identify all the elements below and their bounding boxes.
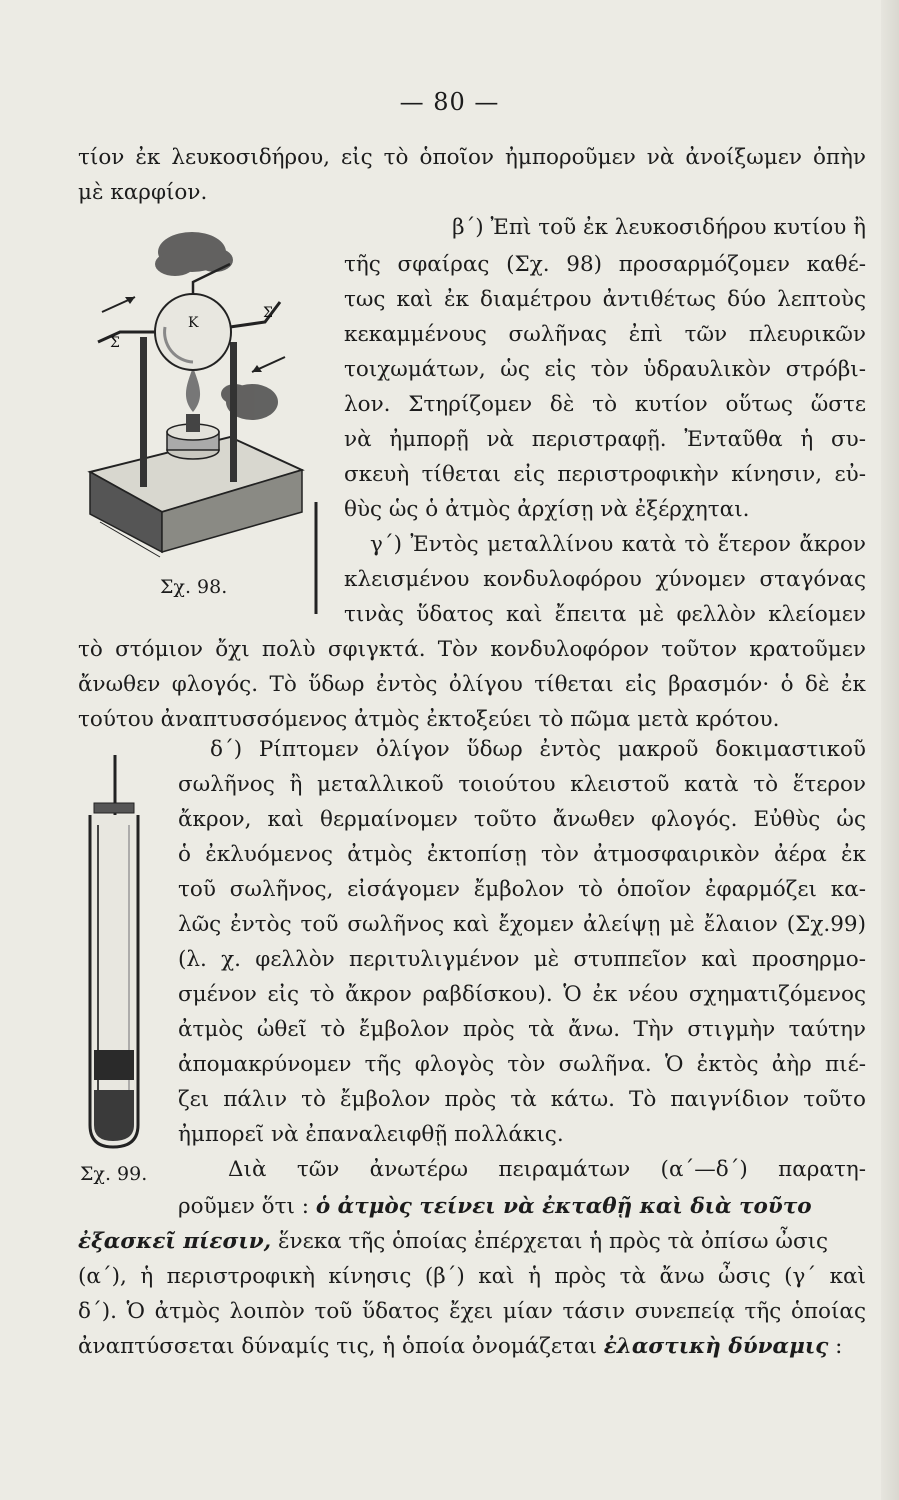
- text-line-7: τοιχωμάτων, ὡς εἰς τὸν ὑδραυλικὸν στρόβι-: [344, 357, 866, 382]
- text-line-26: ἀτμὸς ὠθεῖ τὸ ἔμβολον πρὸς τὰ ἄνω. Τὴν στιγμὴν ταύτην: [178, 1017, 866, 1042]
- figure-99-caption: Σχ. 99.: [80, 1163, 148, 1185]
- text-line-25: σμένον εἰς τὸ ἄκρον ραβδίσκου). Ὁ ἐκ νέου σχηματιζόμενος: [178, 982, 866, 1007]
- page-number: — 80 —: [399, 88, 500, 116]
- fig98-label-center: Κ: [188, 315, 199, 331]
- text-line-19: σωλῆνος ἢ μεταλλικοῦ τοιούτου κλειστοῦ κατὰ τὸ ἕτερον: [178, 772, 866, 797]
- text-line-31-emphasis: ὁ ἀτμὸς τείνει νὰ ἐκταθῇ καὶ διὰ τοῦτο: [315, 1194, 812, 1219]
- text-line-8: λον. Στηρίζομεν δὲ τὸ κυτίον οὕτως ὥστε: [344, 392, 866, 417]
- text-line-10: σκευὴ τίθεται εἰς περιστροφικὴν κίνησιν, εὐ-: [344, 462, 866, 487]
- text-line-31-a: ροῦμεν ὅτι :: [178, 1194, 316, 1219]
- text-line-15: τὸ στόμιον ὄχι πολὺ σφιγκτά. Τὸν κονδυλοφόρον τοῦτον κρατοῦμεν: [78, 637, 866, 662]
- text-line-31: [178, 1192, 812, 1222]
- text-line-4: τῆς σφαίρας (Σχ. 98) προσαρμόζομεν καθέ-: [344, 252, 866, 277]
- text-line-27: ἀπομακρύνομεν τῆς φλογὸς τὸν σωλῆνα. Ὁ ἐκτὸς ἀὴρ πιέ-: [178, 1052, 866, 1077]
- text-line-35: [78, 1332, 866, 1362]
- steam-sphere-apparatus-illustration: [80, 222, 330, 592]
- text-line-17: τούτου ἀναπτυσσόμενος ἀτμὸς ἐκτοξεύει τὸ πῶμα μετὰ κρότου.: [78, 707, 780, 732]
- text-line-6: κεκαμμένους σωλῆνας ἐπὶ τῶν πλευρικῶν: [344, 322, 866, 347]
- text-line-35-c: :: [828, 1334, 843, 1359]
- text-line-2: μὲ καρφίον.: [78, 180, 208, 205]
- figure-98-caption: Σχ. 98.: [160, 576, 228, 598]
- test-tube-piston-illustration: [82, 755, 152, 1150]
- page-edge: [881, 0, 899, 1500]
- text-line-5: τως καὶ ἐκ διαμέτρου ἀντιθέτως δύο λεπτοὺς: [344, 287, 866, 312]
- text-line-3: β΄) Ἐπὶ τοῦ ἐκ λευκοσιδήρου κυτίου ἢ: [452, 215, 866, 240]
- text-line-32-emphasis: ἐξασκεῖ πίεσιν,: [78, 1229, 272, 1254]
- text-line-24: (λ. χ. φελλὸν περιτυλιγμένον μὲ στυππεῖον καὶ προσηρμο-: [178, 947, 866, 972]
- text-line-33: (α΄), ἡ περιστροφικὴ κίνησις (β΄) καὶ ἡ πρὸς τὰ ἄνω ὦσις (γ΄ καὶ: [78, 1264, 866, 1289]
- text-line-22: τοῦ σωλῆνος, εἰσάγομεν ἔμβολον τὸ ὁποῖον ἐφαρμόζει κα-: [178, 877, 866, 902]
- text-line-28: ζει πάλιν τὸ ἔμβολον πρὸς τὰ κάτω. Τὸ παιγνίδιον τοῦτο: [178, 1087, 866, 1112]
- text-line-16: ἄνωθεν φλογός. Τὸ ὕδωρ ἐντὸς ὀλίγου τίθεται εἰς βρασμόν· ὁ δὲ ἐκ: [78, 672, 866, 697]
- text-line-1: τίον ἐκ λευκοσιδήρου, εἰς τὸ ὁποῖον ἠμποροῦμεν νὰ ἀνοίξωμεν ὀπὴν: [78, 145, 866, 170]
- text-line-11: θὺς ὡς ὁ ἀτμὸς ἀρχίσῃ νὰ ἐξέρχηται.: [344, 497, 750, 522]
- text-line-32: [78, 1227, 866, 1257]
- text-line-35-emphasis: ἐλαστικὴ δύναμις: [603, 1334, 829, 1359]
- text-line-18: δ΄) Ρίπτομεν ὀλίγον ὕδωρ ἐντὸς μακροῦ δοκιμαστικοῦ: [210, 737, 866, 762]
- text-line-14: τινὰς ὕδατος καὶ ἔπειτα μὲ φελλὸν κλείομεν: [344, 602, 866, 627]
- text-line-34: δ΄). Ὁ ἀτμὸς λοιπὸν τοῦ ὕδατος ἔχει μίαν τάσιν συνεπείᾳ τῆς ὁποίας: [78, 1299, 866, 1324]
- text-line-35-a: ἀναπτύσσεται δύναμίς τις, ἡ ὁποία ὀνομάζεται: [78, 1334, 604, 1359]
- fig98-label-left: Σ: [110, 335, 120, 351]
- fig98-label-right: Σ: [263, 305, 273, 321]
- text-line-23: λῶς ἐντὸς τοῦ σωλῆνος καὶ ἔχομεν ἀλείψῃ μὲ ἔλαιον (Σχ.99): [178, 912, 866, 937]
- text-line-20: ἄκρον, καὶ θερμαίνομεν τοῦτο ἄνωθεν φλογός. Εὐθὺς ὡς: [178, 807, 866, 832]
- text-line-32-b: ἕνεκα τῆς ὁποίας ἐπέρχεται ἡ πρὸς τὰ ὀπίσω ὦσις: [271, 1229, 829, 1254]
- text-line-12: γ΄) Ἐντὸς μεταλλίνου κατὰ τὸ ἕτερον ἄκρον: [370, 532, 866, 557]
- text-line-30: Διὰ τῶν ἀνωτέρω πειραμάτων (α΄—δ΄) παρατη-: [228, 1157, 866, 1182]
- text-line-21: ὁ ἐκλυόμενος ἀτμὸς ἐκτοπίσῃ τὸν ἀτμοσφαιρικὸν ἀέρα ἐκ: [178, 842, 866, 867]
- text-line-13: κλεισμένου κονδυλοφόρου χύνομεν σταγόνας: [344, 567, 866, 592]
- text-line-9: νὰ ἠμπορῇ νὰ περιστραφῇ. Ἐνταῦθα ἡ συ-: [344, 427, 866, 452]
- text-line-29: ἠμπορεῖ νὰ ἐπαναλειφθῇ πολλάκις.: [178, 1122, 564, 1147]
